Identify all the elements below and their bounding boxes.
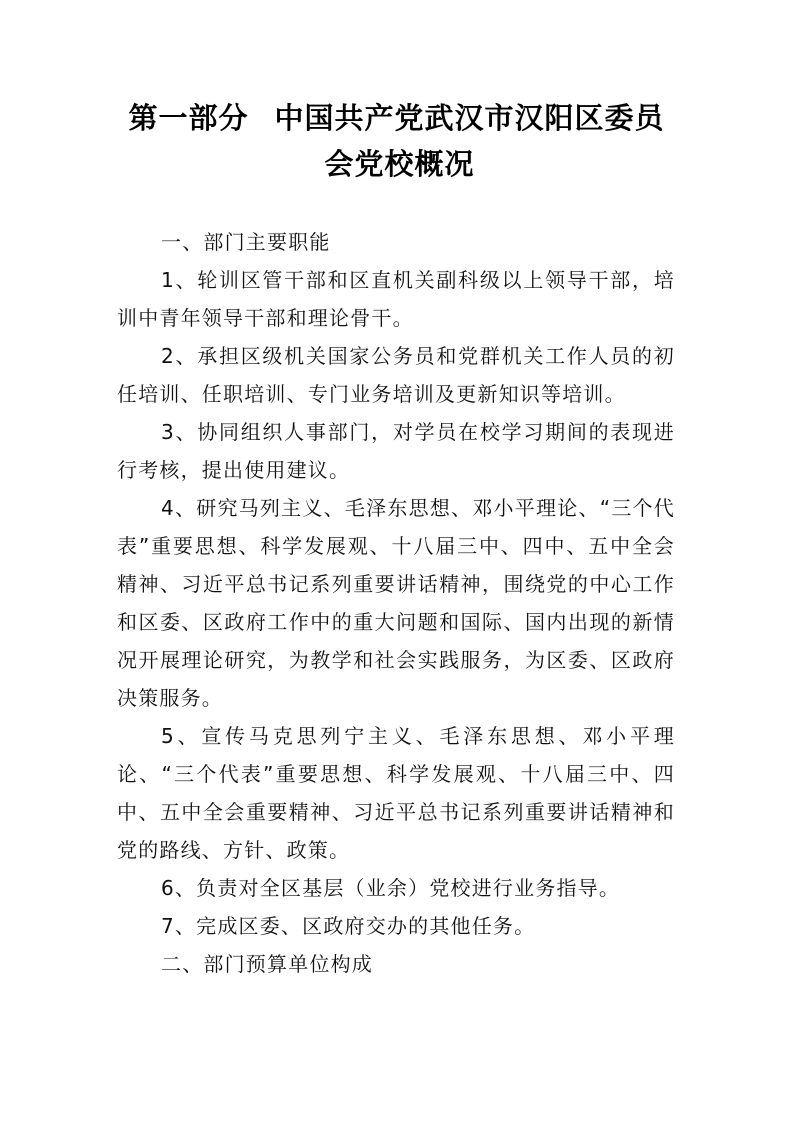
paragraph-item-3: 3、协同组织人事部门，对学员在校学习期间的表现进行考核，提出使用建议。 [117,420,675,482]
document-title-line-1 [0,98,793,138]
paragraph-item-5: 5、宣传马克思列宁主义、毛泽东思想、邓小平理论、“三个代表”重要思想、科学发展观、十八届三中、四中、五中全会重要精神、习近平总书记系列重要讲话精神和党的路线、方针、政策。 [117,724,675,862]
document-body [117,223,675,983]
paragraph-item-4: 4、研究马列主义、毛泽东思想、邓小平理论、“三个代表”重要思想、科学发展观、十八届三中、四中、五中全会精神、习近平总书记系列重要讲话精神，围绕党的中心工作和区委、区政府工作中的重大问题和国际、国内出现的新情况开展理论研究，为教学和社会实践服务，为区委、区政府决策服务。 [117,496,675,710]
document-title-line-2: 会党校概况 [324,147,475,181]
section-heading-functions: 一、部门主要职能 [161,230,331,254]
title-org-name: 中国共产党武汉市汉阳区委员 [274,101,665,135]
paragraph-item-7: 7、完成区委、区政府交办的其他任务。 [161,914,536,938]
paragraph-item-6: 6、负责对全区基层（业余）党校进行业务指导。 [161,876,621,900]
paragraph-item-2: 2、承担区级机关国家公务员和党群机关工作人员的初任培训、任职培训、专门业务培训及更新知识等培训。 [117,344,675,406]
section-heading-units: 二、部门预算单位构成 [161,952,373,976]
title-part-label: 第一部分 [128,101,249,135]
paragraph-item-1: 1、轮训区管干部和区直机关副科级以上领导干部，培训中青年领导干部和理论骨干。 [117,268,675,330]
